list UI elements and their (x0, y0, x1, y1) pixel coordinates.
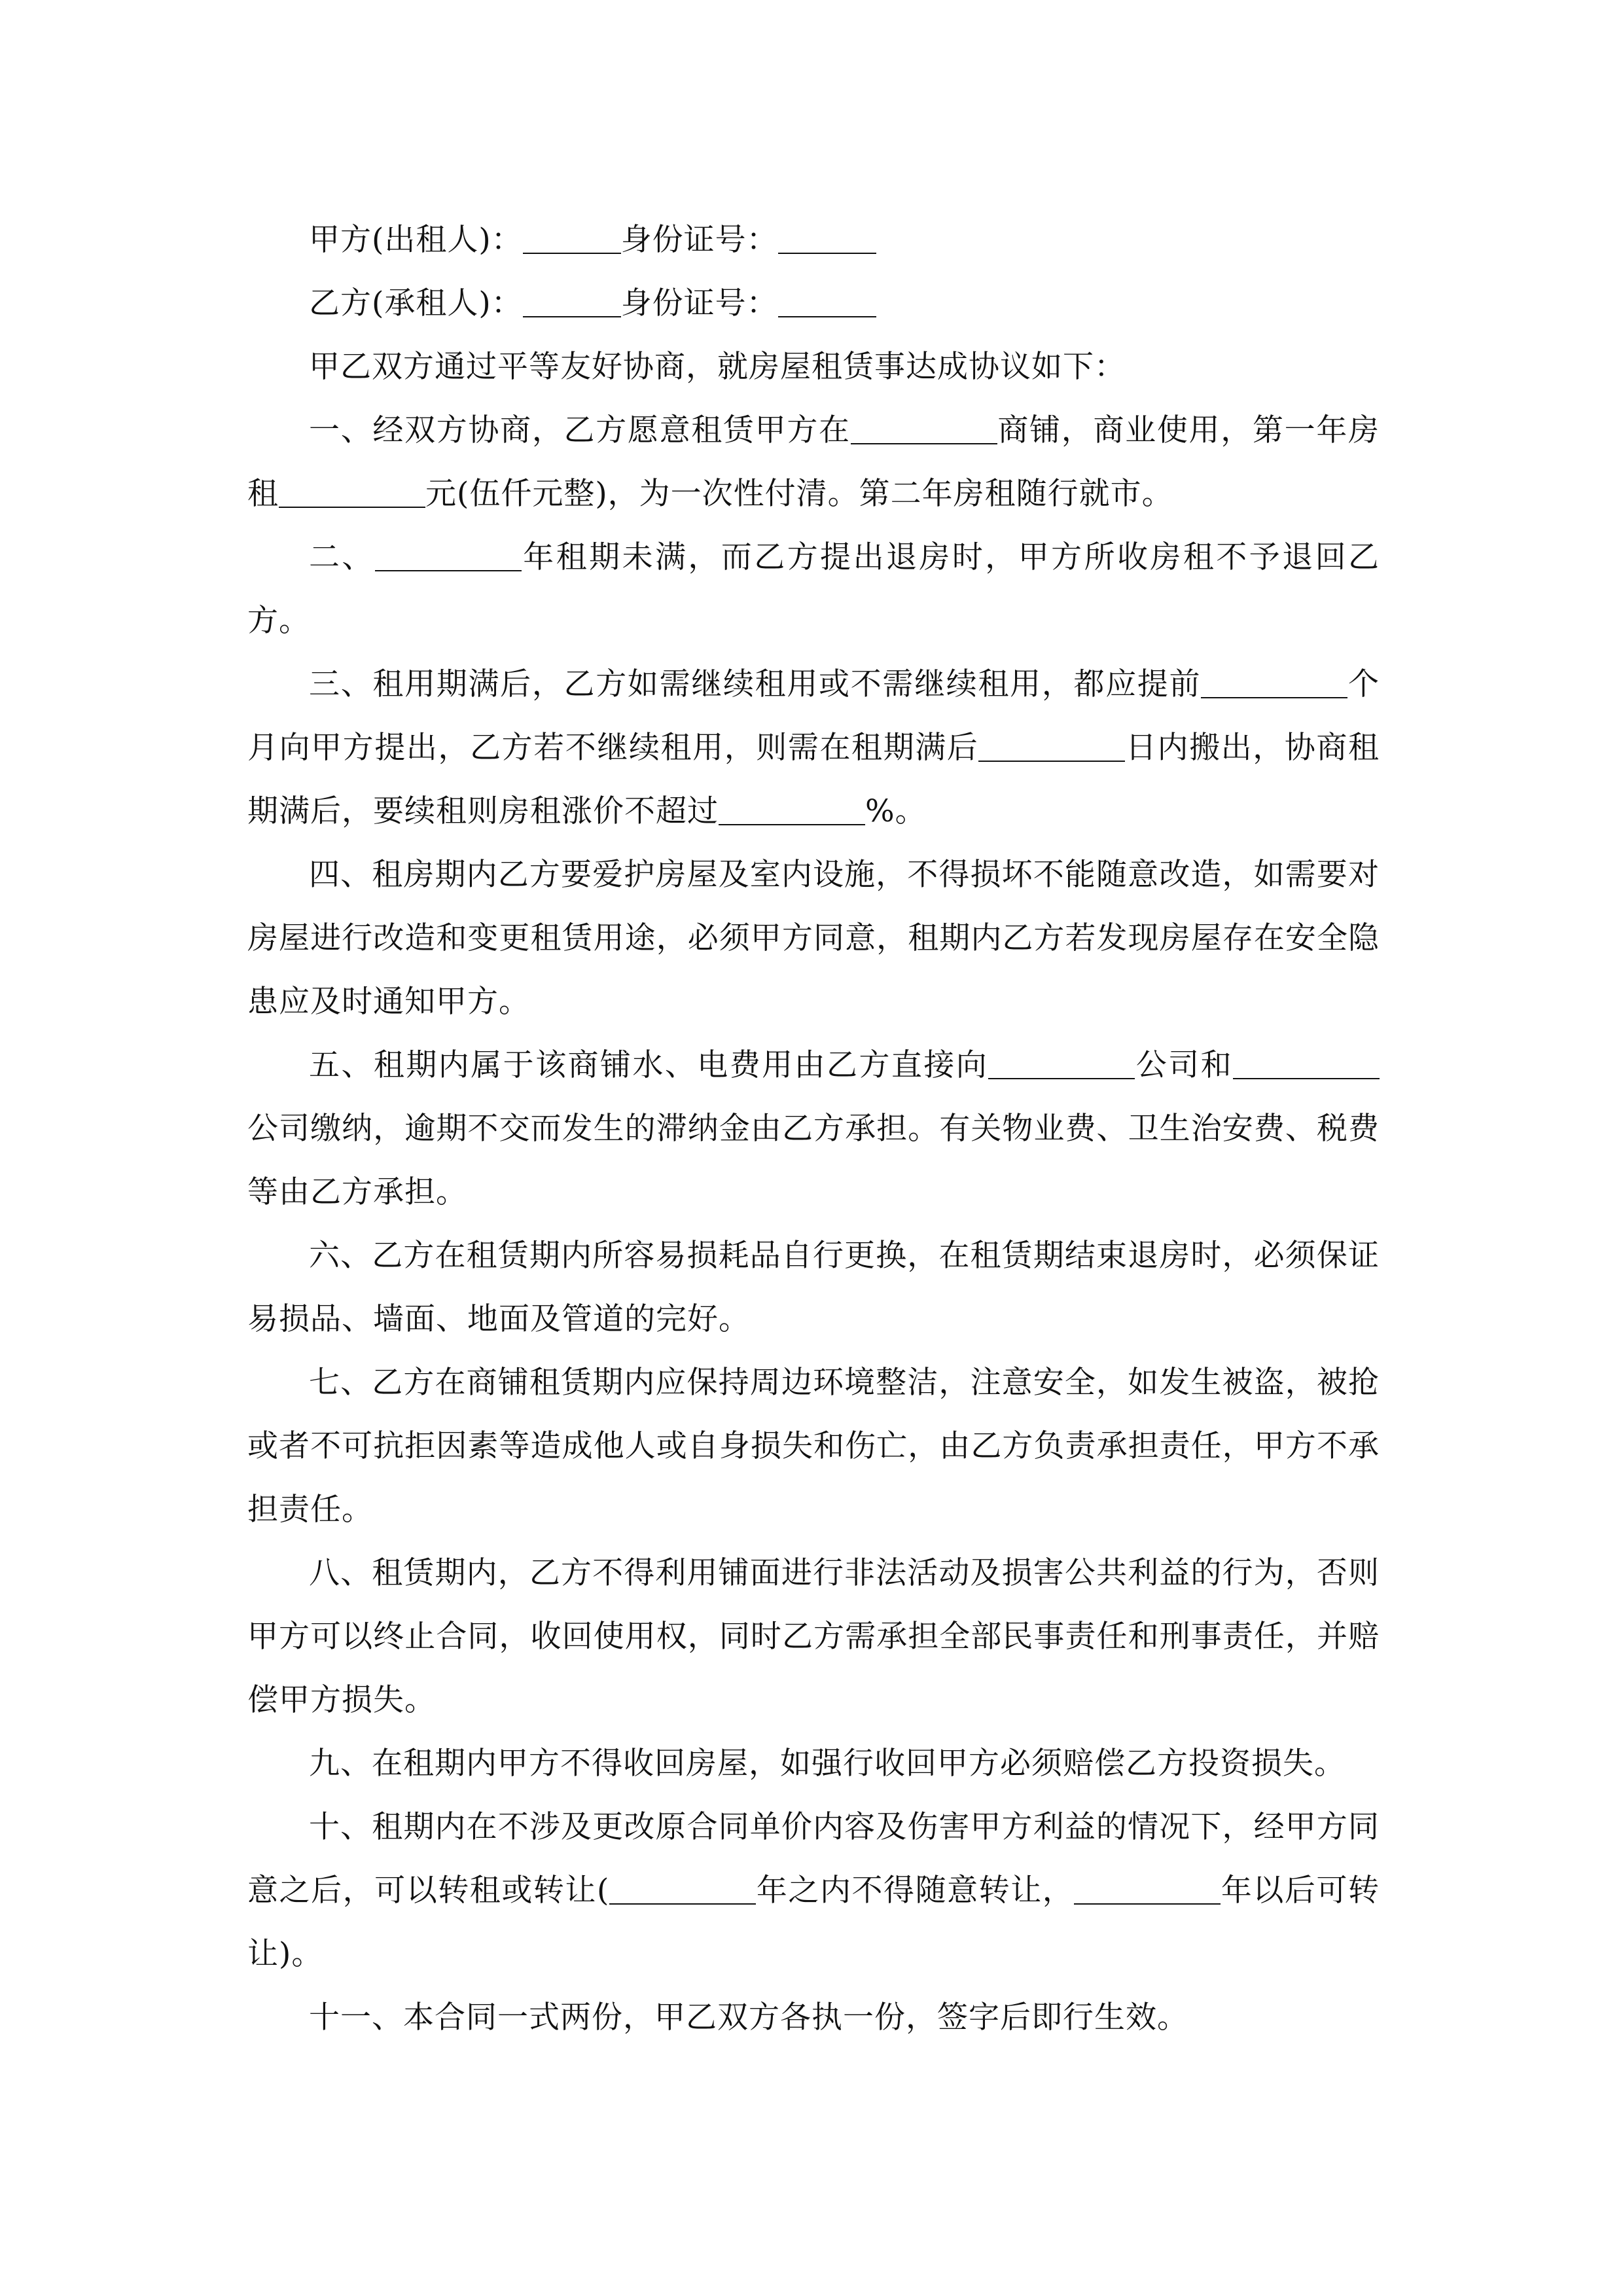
clause-3 (247, 653, 1380, 843)
party-a-name-blank[interactable] (523, 222, 621, 254)
party-b-line (247, 272, 1380, 335)
clause-3-text-c: 日内搬出，协商租期满后，要续租则房租涨价不超过 (247, 730, 1380, 829)
clause-1 (247, 399, 1380, 526)
clause-3-text-d: %。 (865, 793, 927, 829)
clause-7: 七、乙方在商铺租赁期内应保持周边环境整洁，注意安全，如发生被盗，被抢或者不可抗拒因素等造成他人或自身损失和伤亡，由乙方负责承担责任，甲方不承担责任。 (247, 1365, 1380, 1528)
no-transfer-years-blank[interactable] (609, 1873, 756, 1905)
clause-10-text-b: 年之内不得随意转让， (756, 1873, 1075, 1909)
clause-8: 八、租赁期内，乙方不得利用铺面进行非法活动及损害公共利益的行为，否则甲方可以终止合同，收回使用权，同时乙方需承担全部民事责任和刑事责任，并赔偿甲方损失。 (247, 1555, 1380, 1718)
clause-6: 六、乙方在租赁期内所容易损耗品自行更换，在租赁期结束退房时，必须保证易损品、墙面、地面及管道的完好。 (247, 1238, 1380, 1337)
party-a-id-blank[interactable] (778, 222, 876, 254)
party-b-name-blank[interactable] (523, 285, 621, 317)
clause-2-text-a: 二、 (309, 539, 375, 575)
clause-3-text-b: 个月向甲方提出，乙方若不继续租用，则需在租期满后 (247, 666, 1380, 766)
move-out-days-blank[interactable] (978, 730, 1125, 762)
clause-5-text-a: 五、租期内属于该商铺水、电费用由乙方直接向 (309, 1047, 989, 1083)
notice-months-blank[interactable] (1201, 666, 1347, 698)
electric-company-blank[interactable] (1233, 1047, 1380, 1079)
party-b-id-label: 身份证号： (620, 285, 778, 321)
clause-1-text-c: 元(伍仟元整)，为一次性付清。第二年房租随行就市。 (425, 476, 1173, 512)
clause-4: 四、租房期内乙方要爱护房屋及室内设施，不得损坏不能随意改造，如需要对房屋进行改造和变更租赁用途，必须甲方同意，租期内乙方若发现房屋存在安全隐患应及时通知甲方。 (247, 857, 1380, 1020)
party-a-id-label: 身份证号： (620, 222, 778, 258)
water-company-blank[interactable] (988, 1047, 1135, 1079)
clause-10-text-c: 年以后可转让)。 (247, 1873, 1380, 1972)
clause-1-text-a: 一、经双方协商，乙方愿意租赁甲方在 (309, 412, 851, 448)
clause-2 (247, 526, 1380, 653)
clause-2-text-b: 年租期未满，而乙方提出退房时，甲方所收房租不予退回乙方。 (247, 539, 1380, 639)
clause-5-text-c: 公司缴纳，逾期不交而发生的滞纳金由乙方承担。有关物业费、卫生治安费、税费等由乙方承担。 (247, 1111, 1380, 1210)
clause-3-text-a: 三、租用期满后，乙方如需继续租用或不需继续租用，都应提前 (309, 666, 1202, 702)
party-b-label: 乙方(承租人)： (309, 285, 523, 321)
clause-10 (247, 1795, 1380, 1986)
first-year-rent-blank[interactable] (279, 476, 425, 508)
party-a-label: 甲方(出租人)： (309, 222, 523, 258)
clause-1-text-b: 商铺，商业使用，第一年房租 (247, 412, 1380, 512)
lease-years-blank[interactable] (375, 539, 522, 571)
clause-10-text-a: 十、租期内在不涉及更改原合同单价内容及伤害甲方利益的情况下，经甲方同意之后，可以转租或转让( (247, 1809, 1380, 1909)
transfer-allowed-years-blank[interactable] (1074, 1873, 1221, 1905)
shop-location-blank[interactable] (851, 412, 997, 444)
rent-increase-percent-blank[interactable] (719, 793, 865, 825)
contract-body (247, 208, 1380, 2049)
intro-paragraph: 甲乙双方通过平等友好协商，就房屋租赁事达成协议如下： (309, 349, 1126, 385)
clause-5-text-b: 公司和 (1135, 1047, 1234, 1083)
party-b-id-blank[interactable] (778, 285, 876, 317)
clause-11: 十一、本合同一式两份，甲乙双方各执一份，签字后即行生效。 (309, 2000, 1188, 2036)
party-a-line (247, 208, 1380, 272)
clause-5 (247, 1033, 1380, 1224)
clause-9: 九、在租期内甲方不得收回房屋，如强行收回甲方必须赔偿乙方投资损失。 (309, 1746, 1346, 1782)
